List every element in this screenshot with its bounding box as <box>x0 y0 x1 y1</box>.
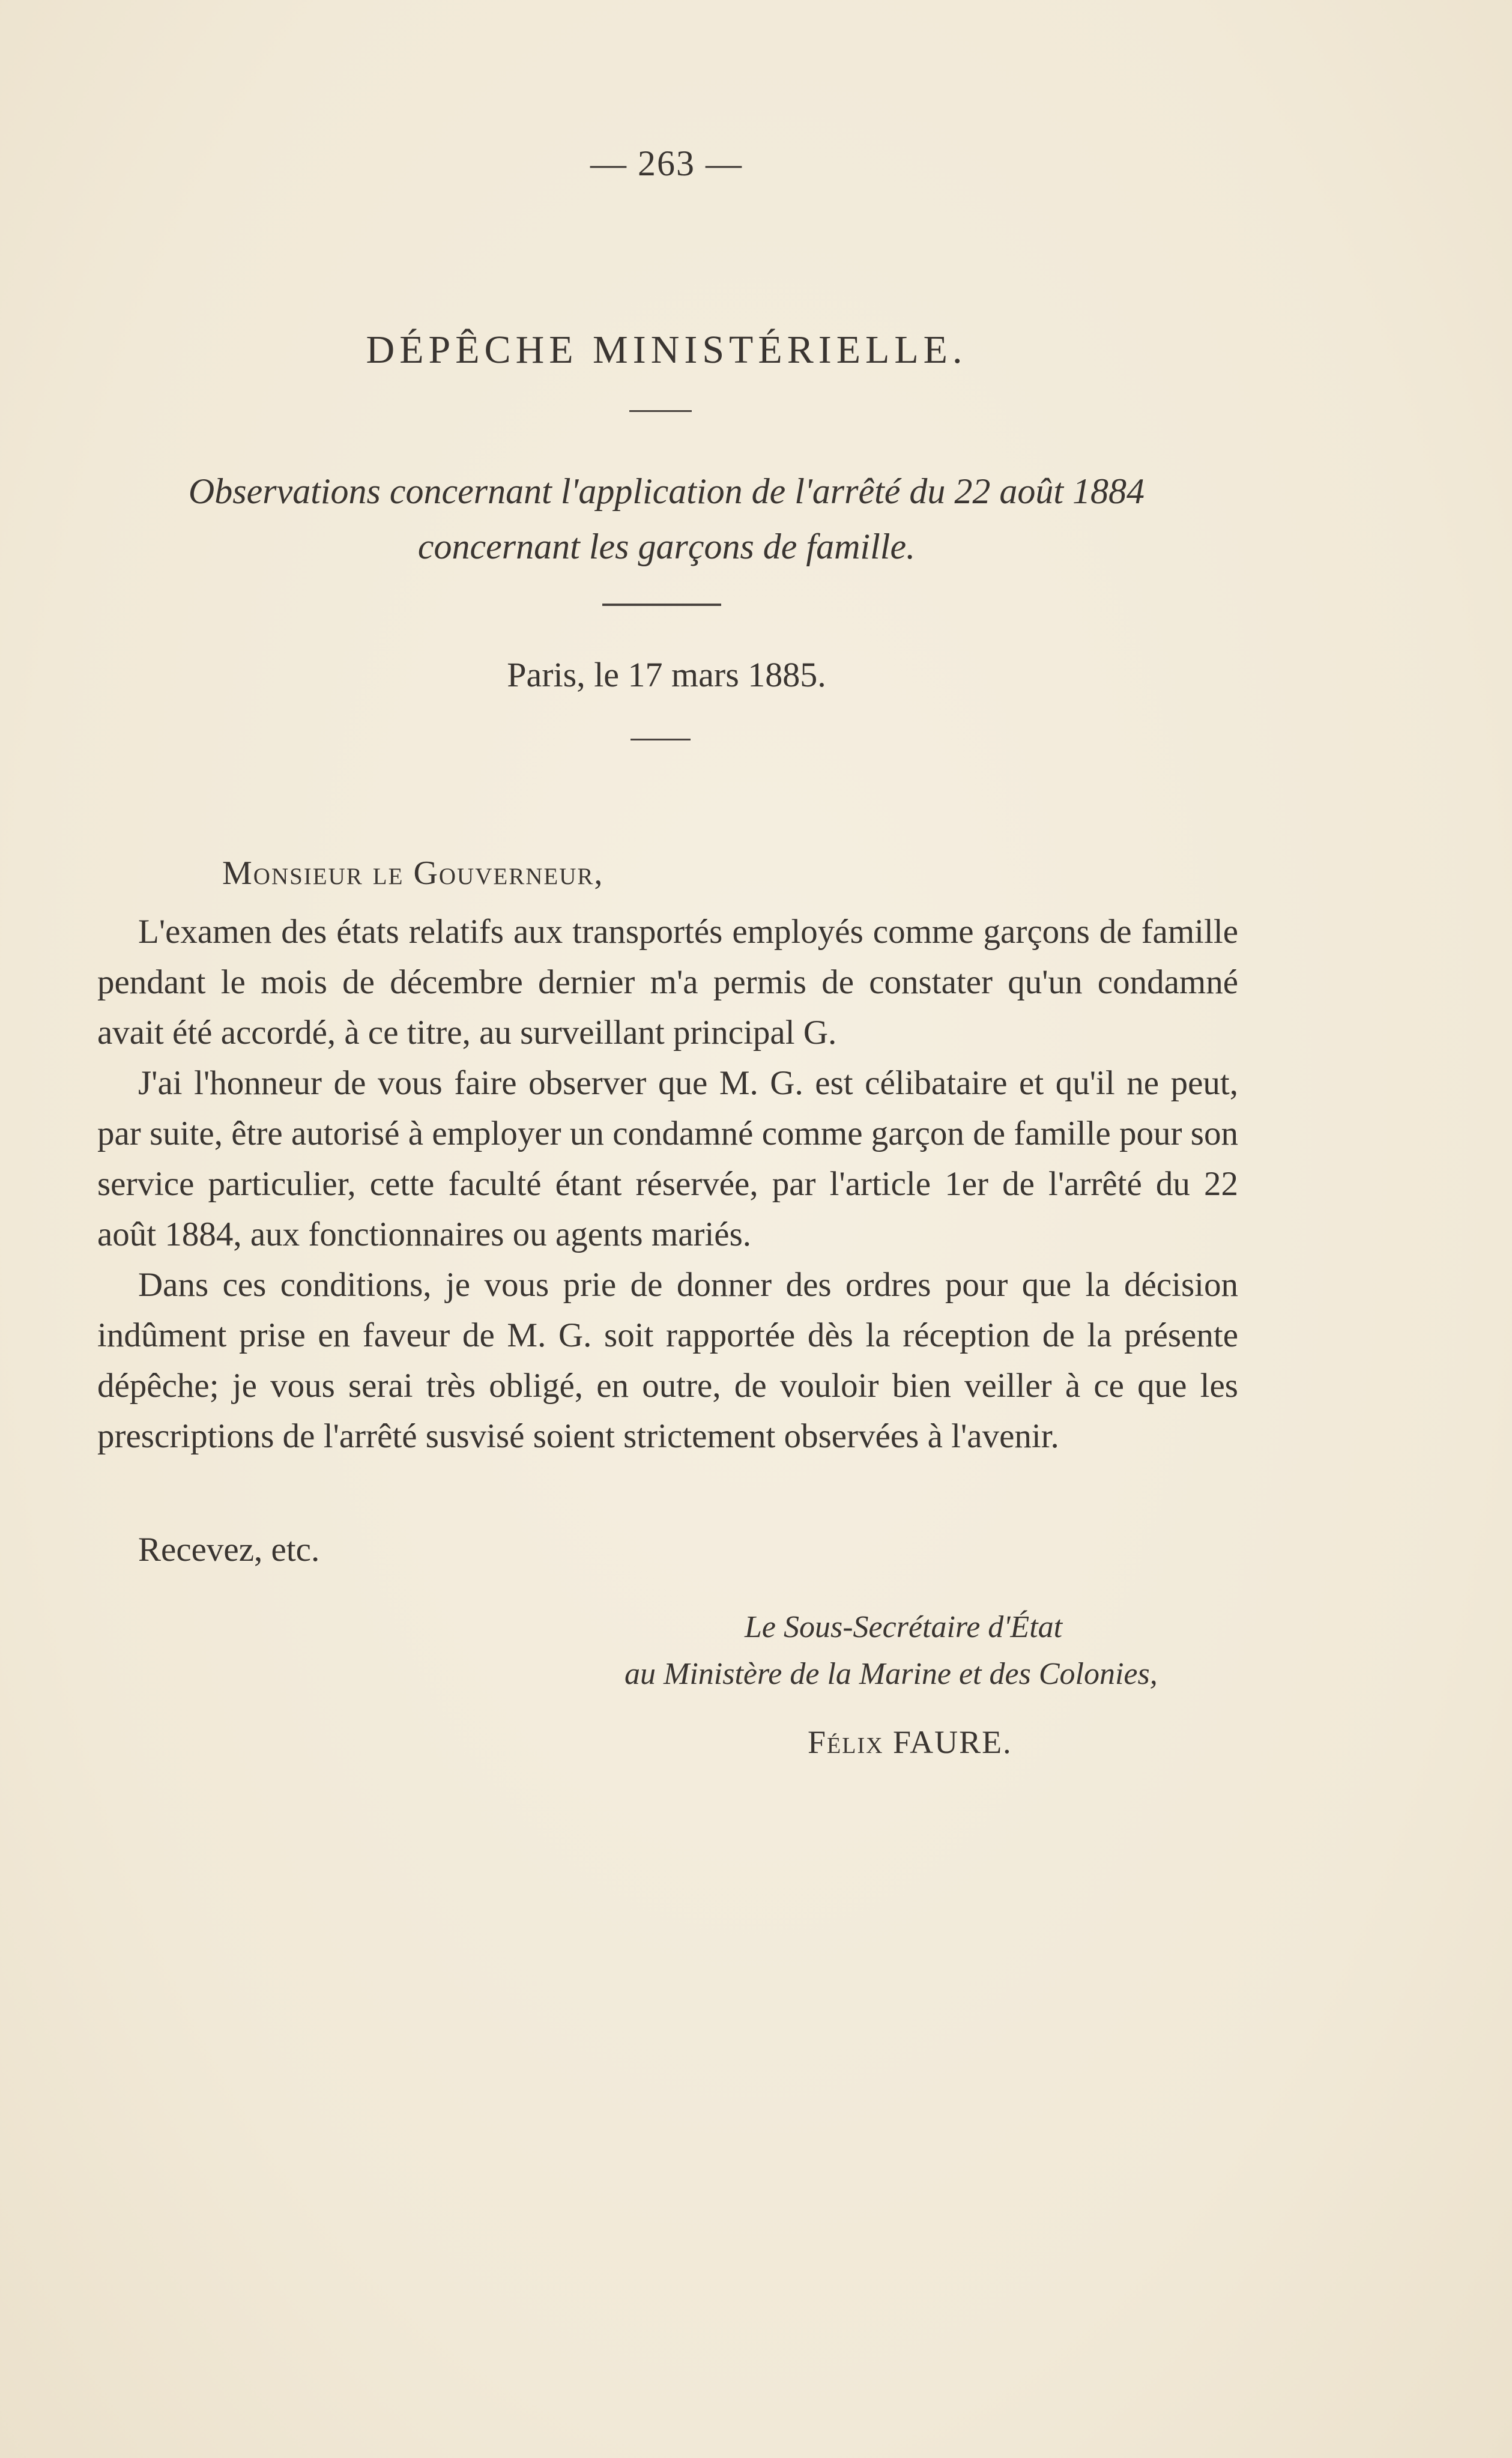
subtitle-divider <box>602 604 721 606</box>
salutation: Monsieur le Gouverneur, <box>222 855 604 892</box>
paragraph-3: Dans ces conditions, je vous prie de donner des ordres pour que la décision indûment prise en faveur de M. G. soit rapportée dès la réception de la présente dépêche; je vous serai très obligé, en outre, de vouloir bien veiller à ce que les prescriptions de l'arrêté susvisé soient strictement observées à l'avenir. <box>97 1266 1238 1455</box>
paragraph-2: J'ai l'honneur de vous faire observer que M. G. est célibataire et qu'il ne peut, par suite, être autorisé à employer un condamné comme garçon de famille pour son service particulier, cette faculté étant réservée, par l'article 1er de l'arrêté du 22 août 1884, aux fonctionnaires ou agents mariés. <box>97 1064 1238 1253</box>
signatory-name: Félix FAURE. <box>808 1724 1012 1760</box>
signatory-ministry: au Ministère de la Marine et des Colonies, <box>624 1657 1158 1691</box>
subtitle-line-1: Observations concernant l'application de l'arrêté du 22 août 1884 <box>188 471 1145 511</box>
dateline: Paris, le 17 mars 1885. <box>507 655 826 694</box>
document-title: DÉPÊCHE MINISTÉRIELLE. <box>366 328 967 372</box>
page-number: — 263 — <box>590 144 743 183</box>
paragraph-1: L'examen des états relatifs aux transportés employés comme garçons de famille pendant le mois de décembre dernier m'a permis de constater qu'un condamné avait été accordé, à ce titre, au surveillant principal G. <box>97 913 1238 1052</box>
dateline-divider <box>631 739 691 740</box>
closing-formula: Recevez, etc. <box>138 1531 320 1569</box>
letter-body <box>97 907 1238 1462</box>
signatory-title: Le Sous-Secrétaire d'État <box>745 1610 1063 1644</box>
subtitle-line-2: concernant les garçons de famille. <box>417 527 916 566</box>
title-divider <box>629 410 692 412</box>
